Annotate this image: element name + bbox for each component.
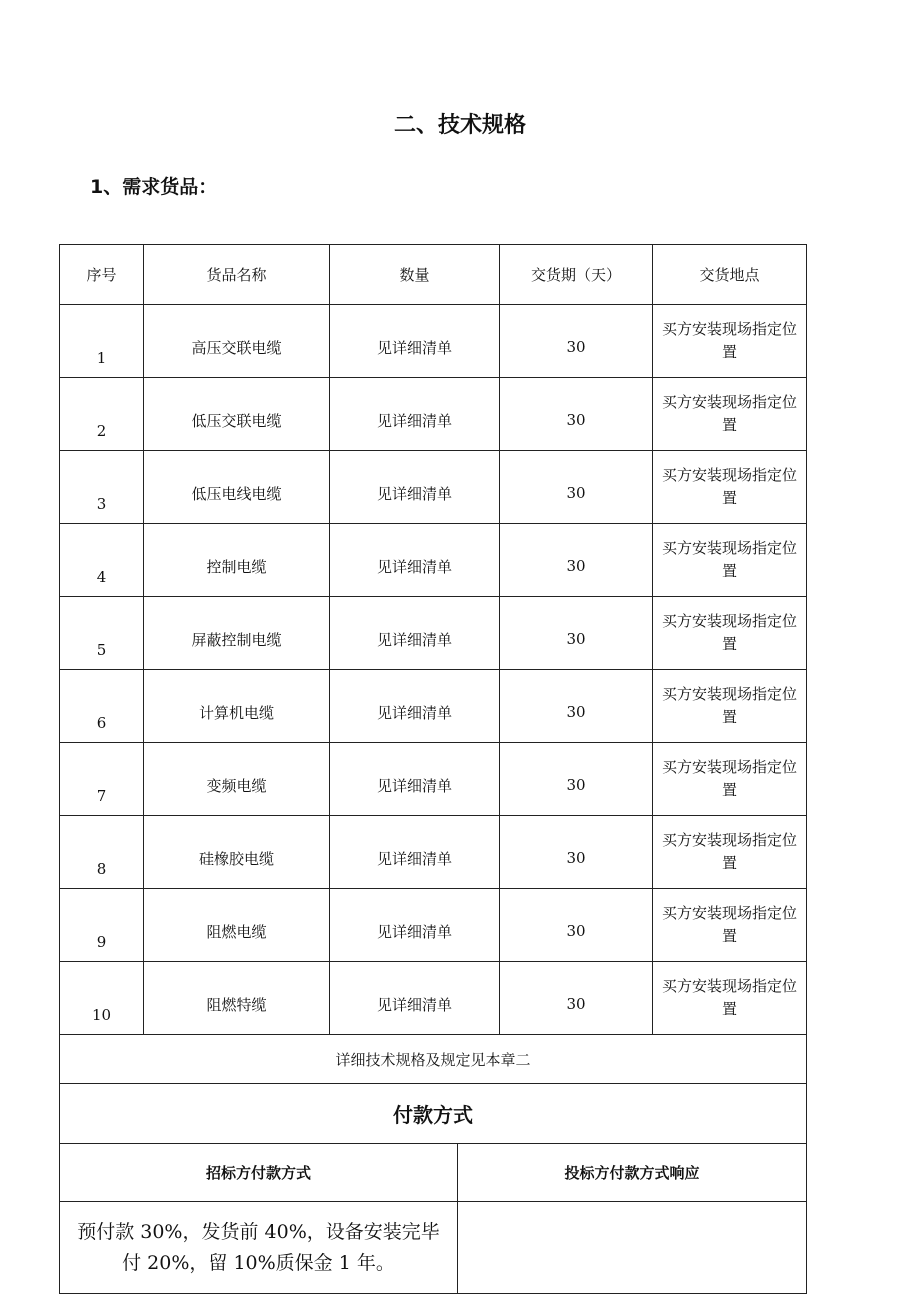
table-header-row xyxy=(60,245,807,305)
cell-name: 阻燃电缆 xyxy=(144,889,330,962)
table-row xyxy=(60,524,807,597)
table-row xyxy=(60,743,807,816)
cell-delivery-days: 30 xyxy=(500,451,653,524)
cell-delivery-location: 买方安装现场指定位置 xyxy=(653,889,807,962)
cell-name: 控制电缆 xyxy=(144,524,330,597)
cell-index: 1 xyxy=(60,305,144,378)
table-row xyxy=(60,816,807,889)
cell-quantity: 见详细清单 xyxy=(330,378,500,451)
cell-delivery-days: 30 xyxy=(500,889,653,962)
payment-title: 付款方式 xyxy=(60,1084,807,1144)
payment-header-tender: 招标方付款方式 xyxy=(60,1144,458,1202)
table-row xyxy=(60,670,807,743)
cell-index: 8 xyxy=(60,816,144,889)
section-heading: 1、需求货品： xyxy=(90,176,218,198)
cell-delivery-location: 买方安装现场指定位置 xyxy=(653,597,807,670)
header-cell: 数量 xyxy=(330,245,500,305)
payment-tender-text: 预付款 30%，发货前 40%，设备安装完毕付 20%，留 10%质保金 1 年。 xyxy=(60,1202,458,1294)
header-cell: 交货地点 xyxy=(653,245,807,305)
cell-delivery-days: 30 xyxy=(500,962,653,1035)
cell-quantity: 见详细清单 xyxy=(330,816,500,889)
cell-index: 3 xyxy=(60,451,144,524)
cell-quantity: 见详细清单 xyxy=(330,962,500,1035)
cell-name: 计算机电缆 xyxy=(144,670,330,743)
cell-delivery-location: 买方安装现场指定位置 xyxy=(653,743,807,816)
cell-delivery-days: 30 xyxy=(500,743,653,816)
cell-delivery-location: 买方安装现场指定位置 xyxy=(653,962,807,1035)
cell-quantity: 见详细清单 xyxy=(330,597,500,670)
payment-header-row xyxy=(60,1144,807,1202)
payment-row xyxy=(60,1202,807,1294)
cell-delivery-days: 30 xyxy=(500,670,653,743)
cell-delivery-days: 30 xyxy=(500,597,653,670)
cell-name: 屏蔽控制电缆 xyxy=(144,597,330,670)
cell-index: 9 xyxy=(60,889,144,962)
payment-header-bid: 投标方付款方式响应 xyxy=(458,1144,807,1202)
header-cell: 序号 xyxy=(60,245,144,305)
cell-delivery-location: 买方安装现场指定位置 xyxy=(653,305,807,378)
cell-quantity: 见详细清单 xyxy=(330,305,500,378)
cell-delivery-location: 买方安装现场指定位置 xyxy=(653,524,807,597)
page-title: 二、技术规格 xyxy=(393,113,526,138)
cell-delivery-location: 买方安装现场指定位置 xyxy=(653,816,807,889)
cell-name: 低压电线电缆 xyxy=(144,451,330,524)
payment-title-row xyxy=(60,1084,807,1144)
cell-index: 10 xyxy=(60,962,144,1035)
payment-table xyxy=(59,1083,807,1294)
cell-quantity: 见详细清单 xyxy=(330,889,500,962)
cell-quantity: 见详细清单 xyxy=(330,451,500,524)
cell-index: 6 xyxy=(60,670,144,743)
cell-name: 低压交联电缆 xyxy=(144,378,330,451)
cell-delivery-days: 30 xyxy=(500,816,653,889)
note-row xyxy=(60,1035,807,1084)
table-row xyxy=(60,889,807,962)
table-row xyxy=(60,962,807,1035)
cell-delivery-days: 30 xyxy=(500,378,653,451)
table-row xyxy=(60,451,807,524)
cell-name: 高压交联电缆 xyxy=(144,305,330,378)
cell-name: 变频电缆 xyxy=(144,743,330,816)
table-row xyxy=(60,378,807,451)
cell-quantity: 见详细清单 xyxy=(330,670,500,743)
cell-delivery-location: 买方安装现场指定位置 xyxy=(653,378,807,451)
payment-bid-cell[interactable] xyxy=(458,1202,807,1294)
table-row xyxy=(60,597,807,670)
header-cell: 交货期（天） xyxy=(500,245,653,305)
cell-delivery-days: 30 xyxy=(500,305,653,378)
cell-delivery-days: 30 xyxy=(500,524,653,597)
note-cell: 详细技术规格及规定见本章二 xyxy=(60,1035,807,1084)
cell-name: 阻燃特缆 xyxy=(144,962,330,1035)
table-row xyxy=(60,305,807,378)
cell-name: 硅橡胶电缆 xyxy=(144,816,330,889)
cell-quantity: 见详细清单 xyxy=(330,743,500,816)
cell-delivery-location: 买方安装现场指定位置 xyxy=(653,670,807,743)
cell-index: 2 xyxy=(60,378,144,451)
cell-index: 7 xyxy=(60,743,144,816)
cell-delivery-location: 买方安装现场指定位置 xyxy=(653,451,807,524)
cell-index: 5 xyxy=(60,597,144,670)
cell-quantity: 见详细清单 xyxy=(330,524,500,597)
goods-table xyxy=(59,244,807,1084)
header-cell: 货品名称 xyxy=(144,245,330,305)
cell-index: 4 xyxy=(60,524,144,597)
